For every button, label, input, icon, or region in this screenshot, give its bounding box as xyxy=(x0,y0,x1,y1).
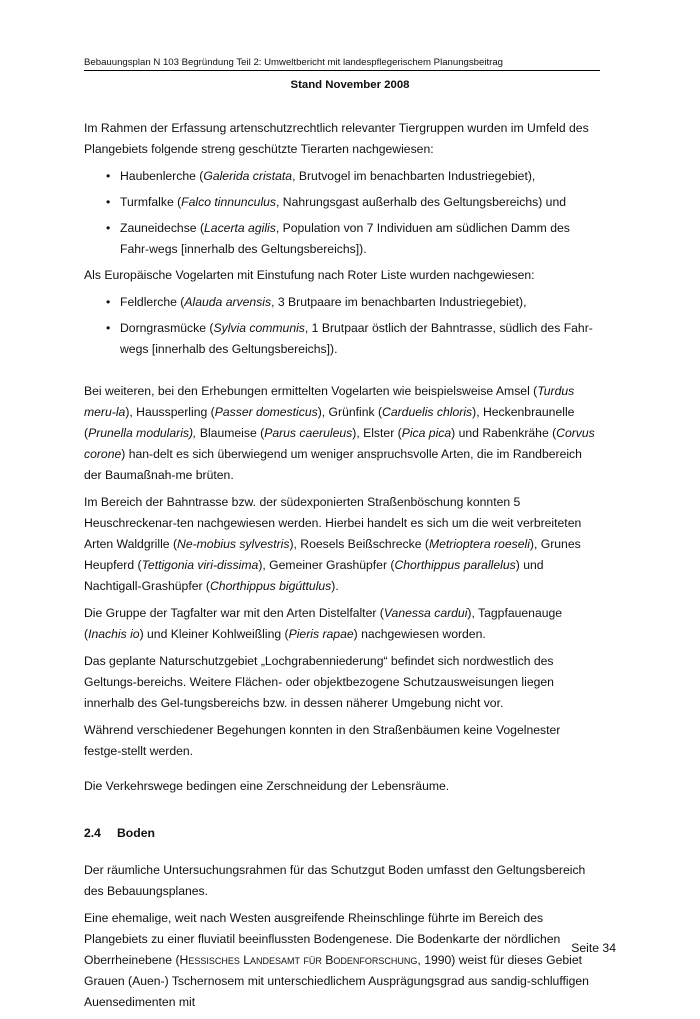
paragraph-soil-scope: Der räumliche Untersuchungsrahmen für das Schutzgut Boden umfasst den Geltungsbereich des Bebauungsplanes. xyxy=(84,863,586,898)
section-number: 2.4 xyxy=(84,826,101,840)
list-item: • Turmfalke (Falco tinnunculus, Nahrungsgast außerhalb des Geltungsbereichs) und xyxy=(84,192,600,213)
list-strictly-protected xyxy=(84,166,600,260)
section-title: Boden xyxy=(117,826,155,840)
body-text xyxy=(84,118,600,1019)
list-item: • Dorngrasmücke (Sylvia communis, 1 Brutpaar östlich der Bahntrasse, südlich des Fahr-wegs [innerhalb des Geltungsbereichs]). xyxy=(84,318,600,360)
list-red-list-birds xyxy=(84,292,600,360)
paragraph-soil-genesis: Eine ehemalige, weit nach Westen ausgreifende Rheinschlinge führte im Bereich des Plangebiets zu einer fluviatil beeinflussten Bodengenese. Die Bodenkarte der nördlichen Oberrheinebene (Hessisches Landesamt für Bodenforschung, 1990) weist für dieses Gebiet Grauen (Auen-) Tschernosem mit unterschiedlichem Ausprägungsgrad aus sandig-schluffigen Auensedimenten mit xyxy=(84,911,589,1009)
paragraph-butterflies: Die Gruppe der Tagfalter war mit den Arten Distelfalter (Vanessa cardui), Tagpfauenauge (Inachis io) und Kleiner Kohlweißling (Pieris rapae) nachgewiesen worden. xyxy=(84,606,563,641)
list-item: • Zauneidechse (Lacerta agilis, Population von 7 Individuen am südlichen Damm des Fahr-wegs [innerhalb des Geltungsbereichs]). xyxy=(84,218,600,260)
paragraph-traffic: Die Verkehrswege bedingen eine Zerschneidung der Lebensräume. xyxy=(84,779,450,793)
section-heading-boden xyxy=(84,823,600,844)
list-item: • Feldlerche (Alauda arvensis, 3 Brutpaare im benachbarten Industriegebiet), xyxy=(84,292,600,313)
paragraph-nature-reserve: Das geplante Naturschutzgebiet „Lochgrabenniederung“ befindet sich nordwestlich des Geltungs-bereichs. Weitere Flächen- oder objektbezogene Schutzausweisungen liegen innerhalb des Gel-tungsbereichs bzw. in dessen näherer Umgebung nicht vor. xyxy=(84,654,554,710)
paragraph-intro-strict: Im Rahmen der Erfassung artenschutzrechtlich relevanter Tiergruppen wurden im Umfeld des Plangebiets folgende streng geschützte Tierarten nachgewiesen: xyxy=(84,121,589,156)
paragraph-other-birds: Bei weiteren, bei den Erhebungen ermittelten Vogelarten wie beispielsweise Amsel (Turdus meru-la), Haussperling (Passer domesticus), Grünfink (Carduelis chloris), Heckenbraunelle (Prunella modularis), Blaumeise (Parus caeruleus), Elster (Pica pica) und Rabenkrähe (Corvus corone) han-delt es sich überwiegend um weniger anspruchsvolle Arten, die im Randbereich der Baumaßnah-me brüten. xyxy=(84,384,595,482)
bullet-icon: • xyxy=(106,295,111,309)
running-header: Bebauungsplan N 103 Begründung Teil 2: Umweltbericht mit landespflegerischem Planungsbeitrag xyxy=(84,57,600,71)
bullet-icon: • xyxy=(106,169,111,183)
bullet-icon: • xyxy=(106,221,111,235)
list-item: • Haubenlerche (Galerida cristata, Brutvogel im benachbarten Industriegebiet), xyxy=(84,166,600,187)
bullet-icon: • xyxy=(106,321,111,335)
paragraph-bird-nests: Während verschiedener Begehungen konnten in den Straßenbäumen keine Vogelnester festge-stellt werden. xyxy=(84,723,561,758)
paragraph-grasshoppers: Im Bereich der Bahntrasse bzw. der südexponierten Straßenböschung konnten 5 Heuschreckenar-ten nachgewiesen werden. Hierbei handelt es sich um die weit verbreiteten Arten Waldgrille (Ne-mobius sylvestris), Roesels Beißschrecke (Metrioptera roeseli), Grunes Heupferd (Tettigonia viri-dissima), Gemeiner Grashüpfer (Chorthippus parallelus) und Nachtigall-Grashüpfer (Chorthippus bigúttulus). xyxy=(84,495,582,593)
stand-date: Stand November 2008 xyxy=(290,79,410,91)
bullet-icon: • xyxy=(106,195,111,209)
paragraph-intro-redlist: Als Europäische Vogelarten mit Einstufung nach Roter Liste wurden nachgewiesen: xyxy=(84,268,535,282)
page-number: Seite 34 xyxy=(571,941,616,955)
